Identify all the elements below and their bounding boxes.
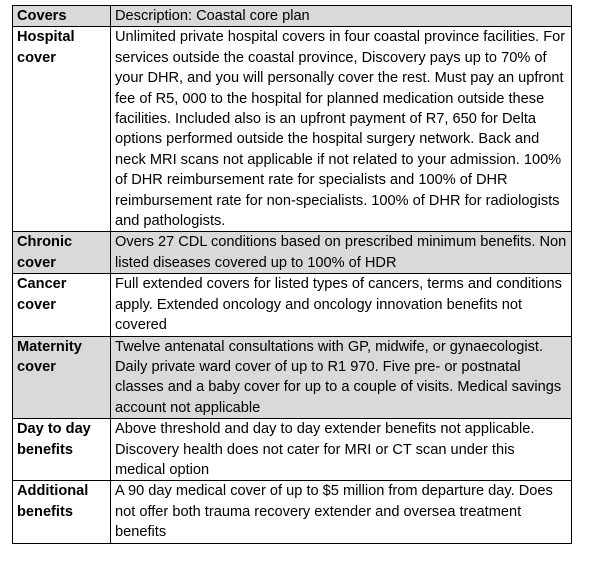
cover-label: Hospital cover: [13, 27, 111, 232]
header-description: Description: Coastal core plan: [111, 6, 572, 27]
table-row-maternity: [13, 336, 572, 419]
table-row-cancer: [13, 274, 572, 336]
table-row-chronic: [13, 232, 572, 274]
cover-description: Twelve antenatal consultations with GP, midwife, or gynaecologist. Daily private ward cover of up to R1 970. Five pre- or postnatal classes and a baby cover for up to a couple of visits. Medical savings account not applicable: [111, 336, 572, 419]
cover-description: Full extended covers for listed types of cancers, terms and conditions apply. Extended oncology and oncology innovation benefits not covered: [111, 274, 572, 336]
coastal-core-plan-table: [12, 5, 572, 544]
cover-description: Overs 27 CDL conditions based on prescribed minimum benefits. Non listed diseases covered up to 100% of HDR: [111, 232, 572, 274]
cover-label: Cancer cover: [13, 274, 111, 336]
table-row-hospital: [13, 27, 572, 232]
cover-label: Maternity cover: [13, 336, 111, 419]
table-row-additional: [13, 481, 572, 543]
table-header-row: [13, 6, 572, 27]
cover-label: Chronic cover: [13, 232, 111, 274]
header-covers: Covers: [13, 6, 111, 27]
cover-description: Above threshold and day to day extender benefits not applicable. Discovery health does not cater for MRI or CT scan under this medical option: [111, 419, 572, 481]
cover-label: Additional benefits: [13, 481, 111, 543]
cover-description: A 90 day medical cover of up to $5 million from departure day. Does not offer both trauma recovery extender and oversea treatment benefits: [111, 481, 572, 543]
cover-label: Day to day benefits: [13, 419, 111, 481]
table-row-day-to-day: [13, 419, 572, 481]
cover-description: Unlimited private hospital covers in four coastal province facilities. For services outside the coastal province, Discovery pays up to 70% of your DHR, and you will personally cover the rest. Must pay an upfront fee of R5, 000 to the hospital for planned medication outside these facilities. Included also is an upfront payment of R7, 650 for Delta options performed outside the hospital surgery network. Back and neck MRI scans not applicable if not related to your admission. 100% of DHR reimbursement rate for specialists and 100% of DHR reimbursement rate for non-specialists. 100% of DHR for radiologists and pathologists.: [111, 27, 572, 232]
